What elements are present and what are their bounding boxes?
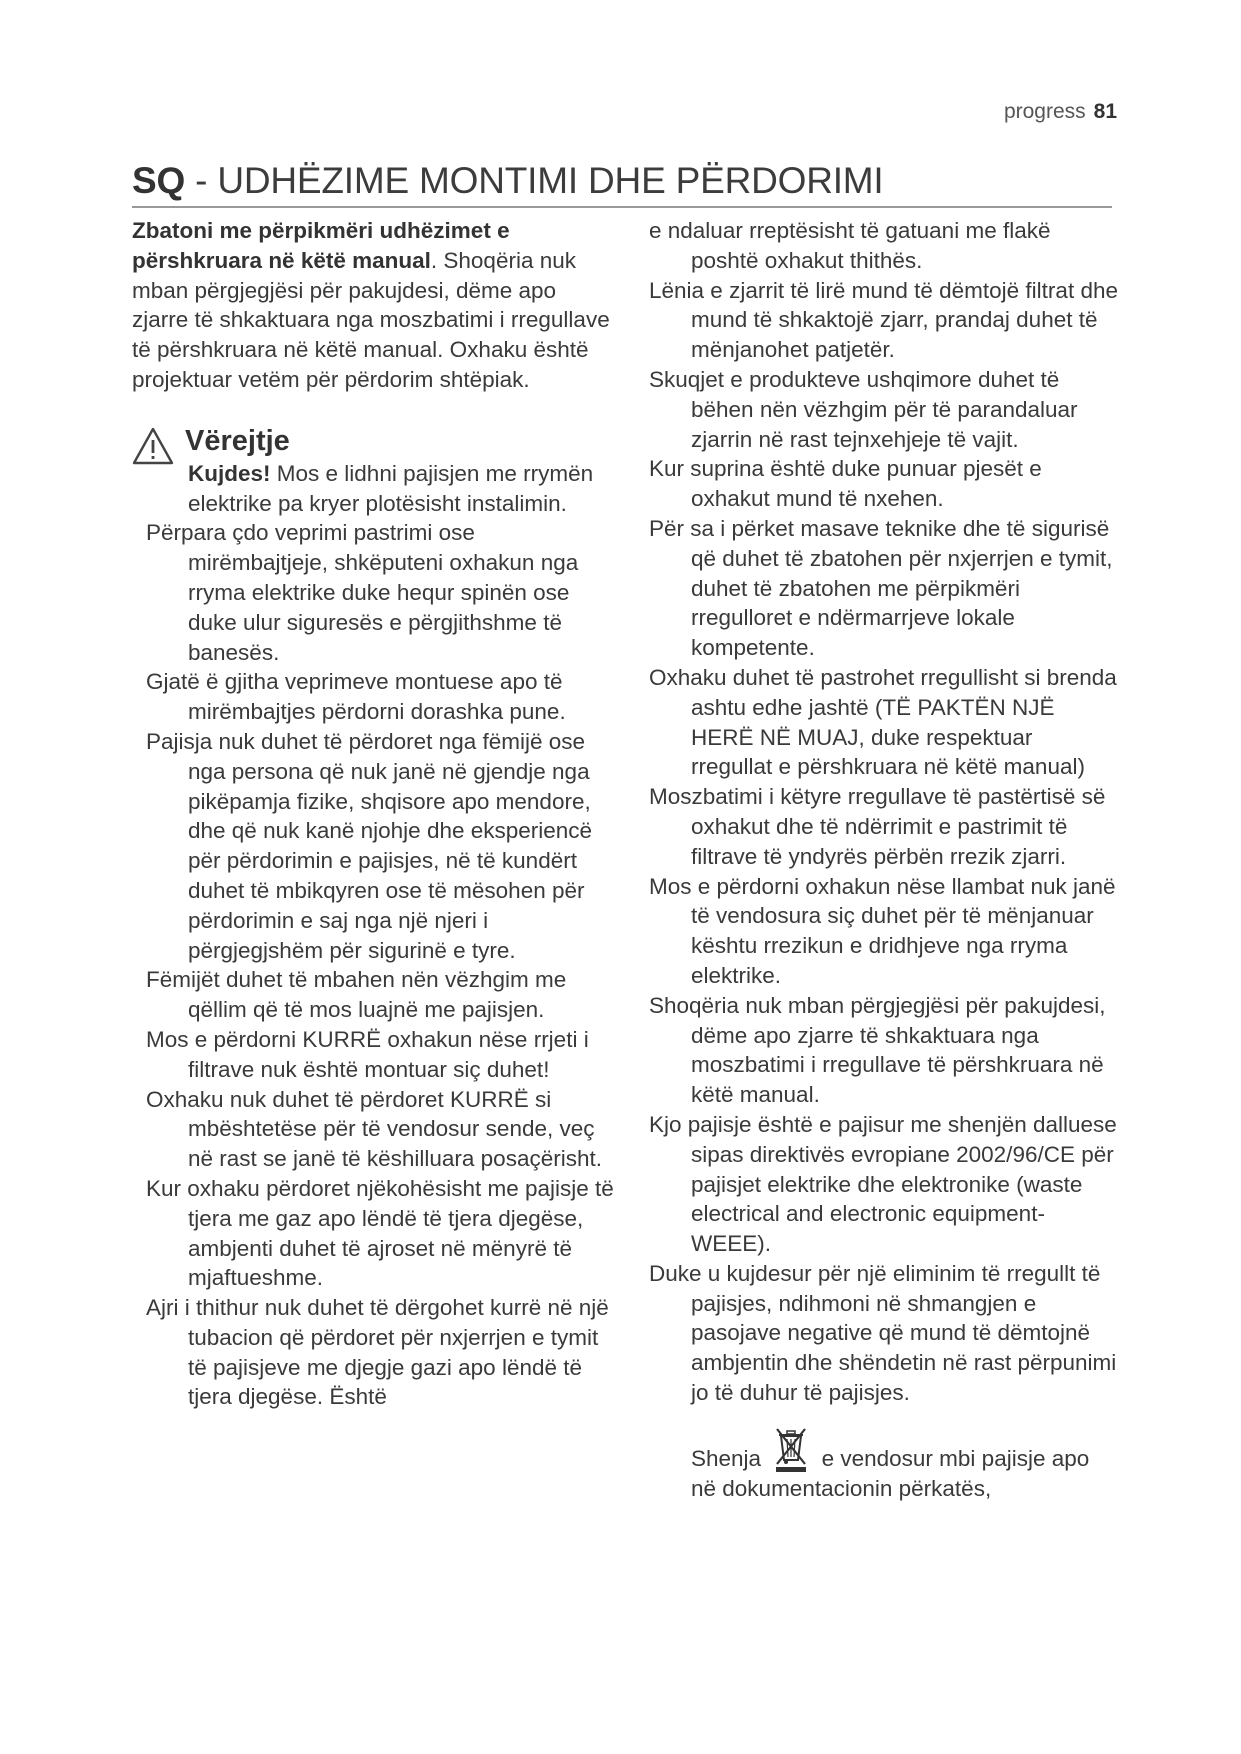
- list-item: Gjatë ë gjitha veprimeve montuese apo të mirëmbajtjes përdorni dorashka pune.: [146, 669, 566, 725]
- note-first-paragraph: [188, 459, 617, 519]
- list-item: Duke u kujdesur për një eliminim të rregullt të pajisjes, ndihmoni në shmangjen e pasojave negative që mund të dëmtojnë ambjentin dhe shëndetin në rast përpunimi jo të duhur të pajisjes.: [649, 1260, 1117, 1406]
- list-item: Moszbatimi i këtyre rregullave të pastërtisë së oxhakut dhe të ndërrimit e pastrimit të filtrave të yndyrës përbën rrezik zjarri.: [649, 784, 1106, 869]
- note-caution-label: Kujdes!: [188, 460, 271, 486]
- list-item: Oxhaku nuk duhet të përdoret KURRË si mbështetëse për të vendosur sende, veç në rast se janë të këshilluara posaçërisht.: [146, 1086, 602, 1172]
- list-item: e ndaluar rreptësisht të gatuani me flakë poshtë oxhakut thithës.: [649, 218, 1051, 273]
- intro-bold: Zbatoni me përpikmëri udhëzimet e përshkruara në këtë manual: [132, 218, 510, 273]
- list-item: Skuqjet e produkteve ushqimore duhet të bëhen nën vëzhgim për të parandaluar zjarrin në rast tejnxehjeje të vajit.: [649, 366, 1078, 452]
- list-item: Mos e përdorni KURRË oxhakun nëse rrjeti i filtrave nuk është montuar siç duhet!: [146, 1026, 589, 1082]
- list-item: Fëmijët duhet të mbahen nën vëzhgim me qëllim që të mos luajnë me pajisjen.: [146, 967, 567, 1023]
- list-item: Mos e përdorni oxhakun nëse llambat nuk janë të vendosura siç duhet për të mënjanuar kështu rrezikun e dridhjeve nga rryma elektrike.: [649, 873, 1116, 988]
- left-column: [132, 216, 617, 1412]
- symbol-text-after: e vendosur mbi pajisje apo në dokumentacionin përkatës,: [691, 1446, 1090, 1501]
- section-title: [132, 160, 1112, 208]
- list-item: Ajri i thithur nuk duhet të dërgohet kurrë në një tubacion që përdoret për nxjerrjen e tymit të pajisjeve me djegje gazi apo lëndë të tjera djegëse. Është: [146, 1295, 609, 1410]
- section-title-text: - UDHËZIME MONTIMI DHE PËRDORIMI: [185, 160, 884, 201]
- list-item: Kur suprina është duke punuar pjesët e oxhakut mund të nxehen.: [649, 456, 1042, 512]
- note-heading-text: Vërejtje: [185, 424, 290, 457]
- page-header: [1004, 100, 1117, 124]
- list-item: Oxhaku duhet të pastrohet rregullisht si brenda ashtu edhe jashtë (TË PAKTËN NJË HERË NË MUAJ, duke respektuar rregullat e përshkruara në këtë manual): [649, 664, 1117, 780]
- page-number: 81: [1093, 100, 1117, 123]
- note-heading: [132, 423, 617, 459]
- note-caution-text: Mos e lidhni pajisjen me rrymën elektrike pa kryer plotësisht instalimin.: [188, 460, 594, 516]
- right-column: [649, 216, 1119, 1526]
- list-item: Për sa i përket masave teknike dhe të sigurisë që duhet të zbatohen për nxjerrjen e tymit, duhet të zbatohen me përpikmëri rregulloret e ndërmarrjeve lokale kompetente.: [649, 515, 1113, 661]
- intro-text: . Shoqëria nuk mban përgjegjësi për pakujdesi, dëme apo zjarre të shkaktuara nga moszbatimi i rregullave të përshkruara në këtë manual. Oxhaku është projektuar vetëm për përdorim shtëpiak.: [132, 247, 610, 392]
- brand-name: progress: [1003, 100, 1086, 123]
- list-item: Kur oxhaku përdoret njëkohësisht me pajisje të tjera me gaz apo lëndë të tjera djegëse, ambjenti duhet të ajroset në mënyrë të mjaftueshme.: [146, 1175, 614, 1291]
- weee-symbol-paragraph: [649, 1424, 1119, 1504]
- left-note-list: [146, 518, 617, 1412]
- warning-icon: [132, 427, 174, 465]
- list-item: Pajisja nuk duhet të përdoret nga fëmijë ose nga persona që nuk janë në gjendje nga pikëpamja fizike, shqisore apo mendore, dhe që nuk kanë njohje dhe eksperiencë për përdorimin e pajisjes, në të kundërt duhet të mbikqyren ose të mësohen për përdorimin e saj nga një njeri i përgjegjshëm për sigurinë e tyre.: [146, 728, 593, 963]
- intro-paragraph: [132, 216, 617, 395]
- symbol-text-before: Shenja: [691, 1446, 762, 1472]
- list-item: Lënia e zjarrit të lirë mund të dëmtojë filtrat dhe mund të shkaktojë zjarr, prandaj duhet të mënjanohet patjetër.: [649, 277, 1118, 363]
- list-item: Kjo pajisje është e pajisur me shenjën dalluese sipas direktivës evropiane 2002/96/CE për pajisjet elektrike dhe elektronike (waste electrical and electronic equipment- WEEE).: [649, 1111, 1117, 1257]
- list-item: Përpara çdo veprimi pastrimi ose mirëmbajtjeje, shkëputeni oxhakun nga rryma elektrike duke hequr spinën ose duke ulur siguresës e përgjithshme të banesës.: [146, 520, 579, 665]
- crossed-bin-icon: [771, 1424, 811, 1474]
- list-item: Shoqëria nuk mban përgjegjësi për pakujdesi, dëme apo zjarre të shkaktuara nga moszbatimi i rregullave të përshkruara në këtë manual.: [649, 992, 1106, 1108]
- language-code: SQ: [132, 160, 186, 201]
